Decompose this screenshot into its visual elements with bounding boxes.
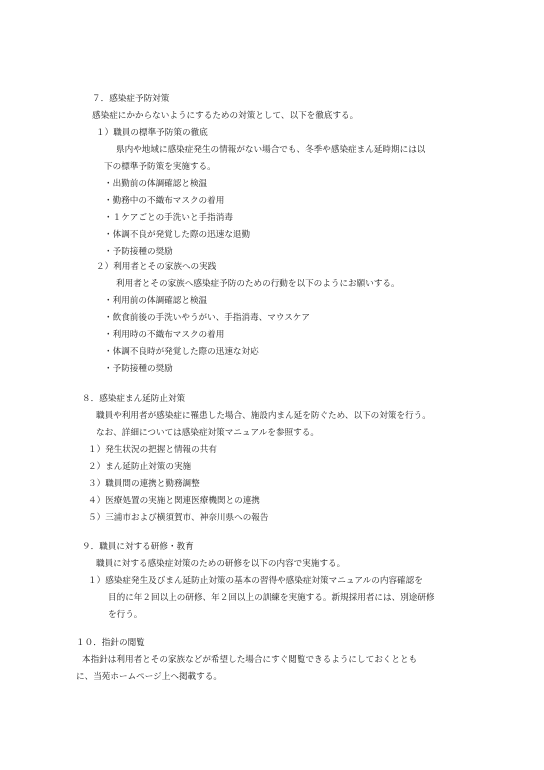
section-7-sub1-item: ・１ケアごとの手洗いと手指消毒	[104, 213, 233, 223]
section-8-item: １）発生状況の把握と情報の共有	[88, 445, 217, 455]
section-7-sub2-item: ・利用時の不織布マスクの着用	[104, 330, 225, 340]
section-7-sub2-heading: ２）利用者とその家族への実践	[96, 262, 217, 272]
section-9-heading: ９．職員に対する研修・教育	[82, 542, 194, 552]
section-9-item-line1: １）感染症発生及びまん延防止対策の基本の習得や感染症対策マニュアルの内容確認を	[88, 576, 423, 586]
section-7-sub1-item: ・体調不良が発覚した際の迅速な退勤	[104, 230, 251, 240]
section-7-sub2-item: ・体調不良時が発覚した際の迅速な対応	[104, 347, 259, 357]
section-7-sub1-body-line2: 下の標準予防策を実施する。	[104, 162, 216, 172]
section-9-item-line3: を行う。	[108, 610, 143, 620]
section-8-item: ２）まん延防止対策の実施	[88, 462, 192, 472]
section-8-item: ３）職員間の連携と勤務調整	[88, 479, 200, 489]
section-7-sub1-item: ・出勤前の体調確認と検温	[104, 179, 208, 189]
section-7-sub1-item: ・勤務中の不織布マスクの着用	[104, 196, 225, 206]
section-7-sub2-body: 利用者とその家族へ感染症予防のための行動を以下のようにお願いする。	[116, 279, 400, 289]
section-8-heading: ８．感染症まん延防止対策	[82, 394, 186, 404]
section-8-item: ４）医療処置の実施と関連医療機関との連携	[88, 496, 260, 506]
section-7-sub1-heading: １）職員の標準予防策の徹底	[96, 128, 208, 138]
section-7-sub2-item: ・利用前の体調確認と検温	[104, 296, 208, 306]
section-8-body-line2: なお、詳細については感染症対策マニュアルを参照する。	[96, 428, 319, 438]
section-7-sub1-item: ・予防接種の奨励	[104, 247, 173, 257]
section-7-intro: 感染症にかからないようにするための対策として、以下を徹底する。	[92, 111, 359, 121]
section-9-body: 職員に対する感染症対策のための研修を以下の内容で実施する。	[96, 559, 346, 569]
section-10-body-line2: に、当苑ホームページ上へ掲載する。	[76, 672, 222, 682]
section-7-sub2-item: ・予防接種の奨励	[104, 364, 173, 374]
section-8-item: ５）三浦市および横須賀市、神奈川県への報告	[88, 513, 269, 523]
section-7-sub2-item: ・飲食前後の手洗いやうがい、手指消毒、マウスケア	[104, 313, 310, 323]
section-10-heading: １０．指針の閲覧	[76, 638, 145, 648]
section-8-body-line1: 職員や利用者が感染症に罹患した場合、施設内まん延を防ぐため、以下の対策を行う。	[96, 411, 431, 421]
section-7-heading: ７．感染症予防対策	[92, 94, 170, 104]
section-7-sub1-body-line1: 県内や地域に感染症発生の情報がない場合でも、冬季や感染症まん延時期には以	[116, 145, 426, 155]
section-10-body-line1: 本指針は利用者とその家族などが希望した場合にすぐ閲覧できるようにしておくととも	[82, 655, 418, 665]
section-9-item-line2: 目的に年２回以上の研修、年２回以上の訓練を実施する。新規採用者には、別途研修	[108, 593, 435, 603]
